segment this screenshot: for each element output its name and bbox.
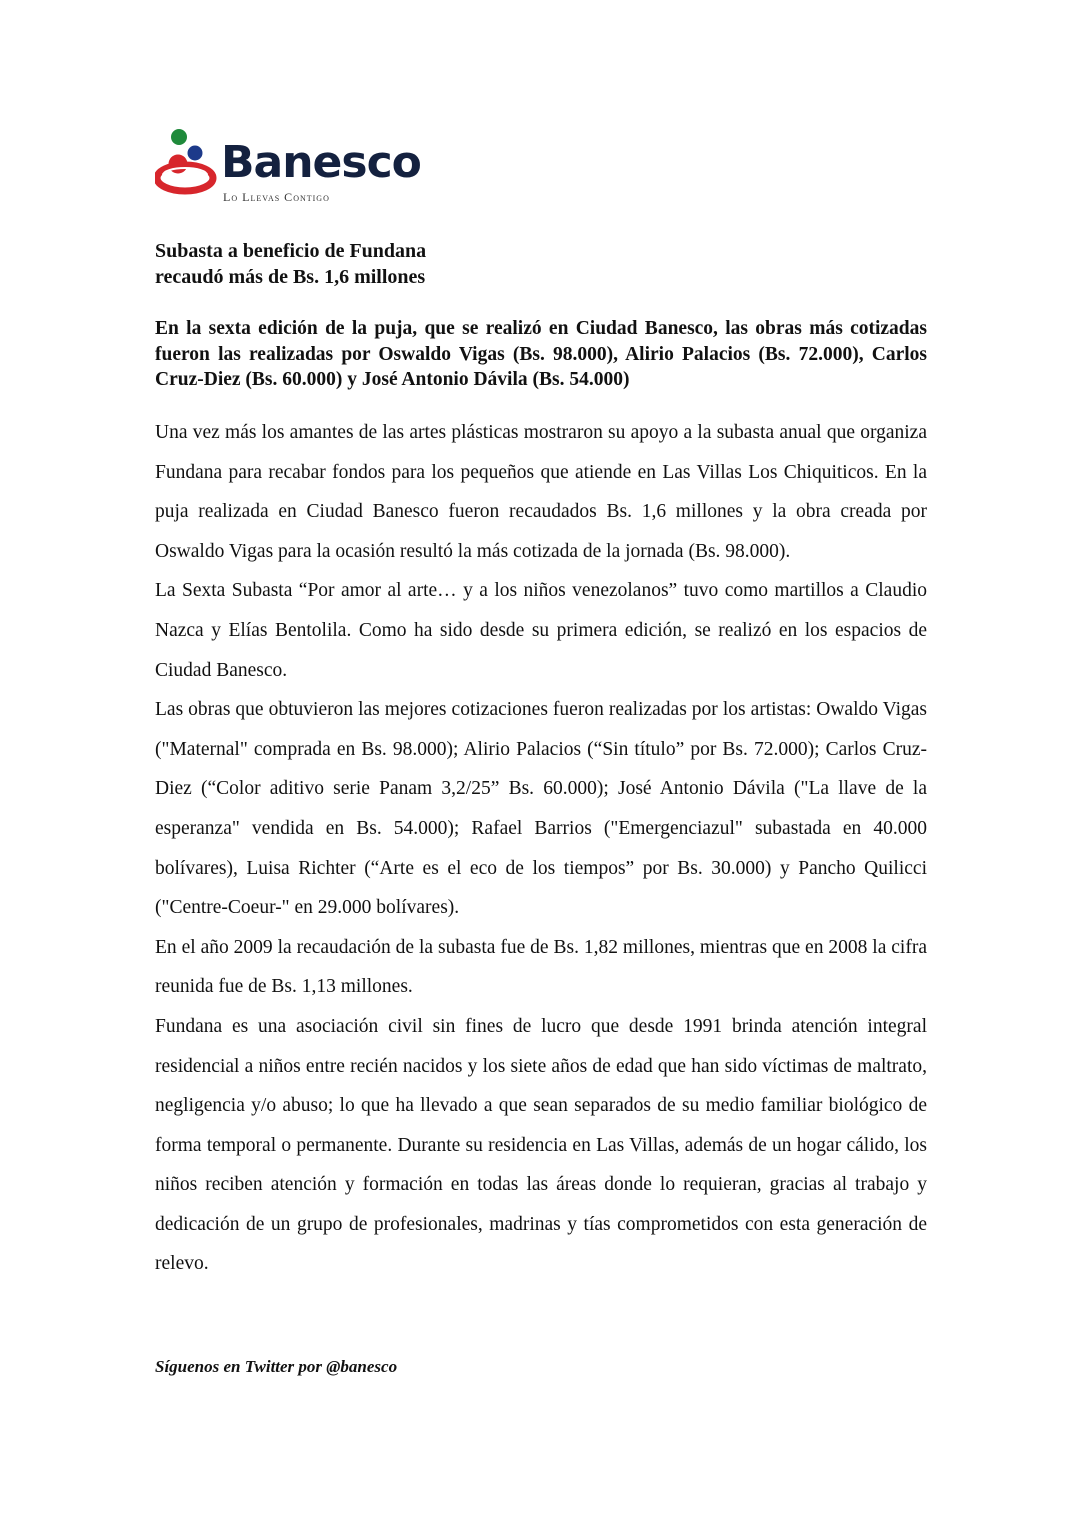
article-title-line-2: recaudó más de Bs. 1,6 millones — [155, 266, 426, 288]
twitter-footer: Síguenos en Twitter por @banesco — [155, 1357, 398, 1376]
body-paragraph-5: Fundana es una asociación civil sin fines de lucro que desde 1991 brinda atención integral residencial a niños entre recién nacidos y los siete años de edad que han sido víctimas de maltrato, negligencia y/o abuso; lo que ha llevado a que sean separados de su medio familiar biológico de forma temporal o permanente. Durante su residencia en Las Villas, además de un hogar cálido, los niños reciben atención y formación en todas las áreas donde lo requieran, gracias al trabajo y dedicación de un grupo de profesionales, madrinas y tías comprometidos con esta generación de relevo. — [155, 1015, 927, 1275]
logo-tagline: Lo Llevas Contigo — [223, 190, 330, 204]
banesco-emblem-icon — [155, 128, 221, 198]
article-title-line-1: Subasta a beneficio de Fundana — [155, 240, 427, 262]
body-paragraph-4: En el año 2009 la recaudación de la subasta fue de Bs. 1,82 millones, mientras que en 2008 la cifra reunida fue de Bs. 1,13 millones. — [155, 936, 927, 998]
article-title — [155, 238, 655, 290]
logo-wordmark: Banesco — [221, 137, 421, 188]
article-body — [155, 413, 927, 1284]
banesco-logo — [155, 128, 455, 212]
emblem-green-dot — [171, 129, 187, 145]
article-lead: En la sexta edición de la puja, que se realizó en Ciudad Banesco, las obras más cotizadas fueron las realizadas por Oswaldo Vigas (Bs. 98.000), Alirio Palacios (Bs. 72.000), Carlos Cruz-Diez (Bs. 60.000) y José Antonio Dávila (Bs. 54.000) — [155, 318, 927, 390]
body-paragraph-3: Las obras que obtuvieron las mejores cotizaciones fueron realizadas por los artistas: Owaldo Vigas ("Maternal" comprada en Bs. 98.000); Alirio Palacios (“Sin título” por Bs. 72.000); Carlos Cruz-Diez (“Color aditivo serie Panam 3,2/25” Bs. 60.000); José Antonio Dávila ("La llave de la esperanza" vendida en Bs. 54.000); Rafael Barrios ("Emergenciazul" subastada en 40.000 bolívares), Luisa Richter (“Arte es el eco de los tiempos” por Bs. 30.000) y Pancho Quilicci ("Centre-Coeur-" en 29.000 bolívares). — [155, 699, 927, 919]
emblem-blue-dot — [188, 146, 203, 161]
body-paragraph-1: Una vez más los amantes de las artes plásticas mostraron su apoyo a la subasta anual que organiza Fundana para recabar fondos para los pequeños que atiende en Las Villas Los Chiquiticos. En la puja realizada en Ciudad Banesco fueron recaudados Bs. 1,6 millones y la obra creada por Oswaldo Vigas para la ocasión resultó la más cotizada de la jornada (Bs. 98.000). — [155, 422, 927, 562]
body-paragraph-2: La Sexta Subasta “Por amor al arte… y a los niños venezolanos” tuvo como martillos a Claudio Nazca y Elías Bentolila. Como ha sido desde su primera edición, se realizó en los espacios de Ciudad Banesco. — [155, 580, 927, 681]
